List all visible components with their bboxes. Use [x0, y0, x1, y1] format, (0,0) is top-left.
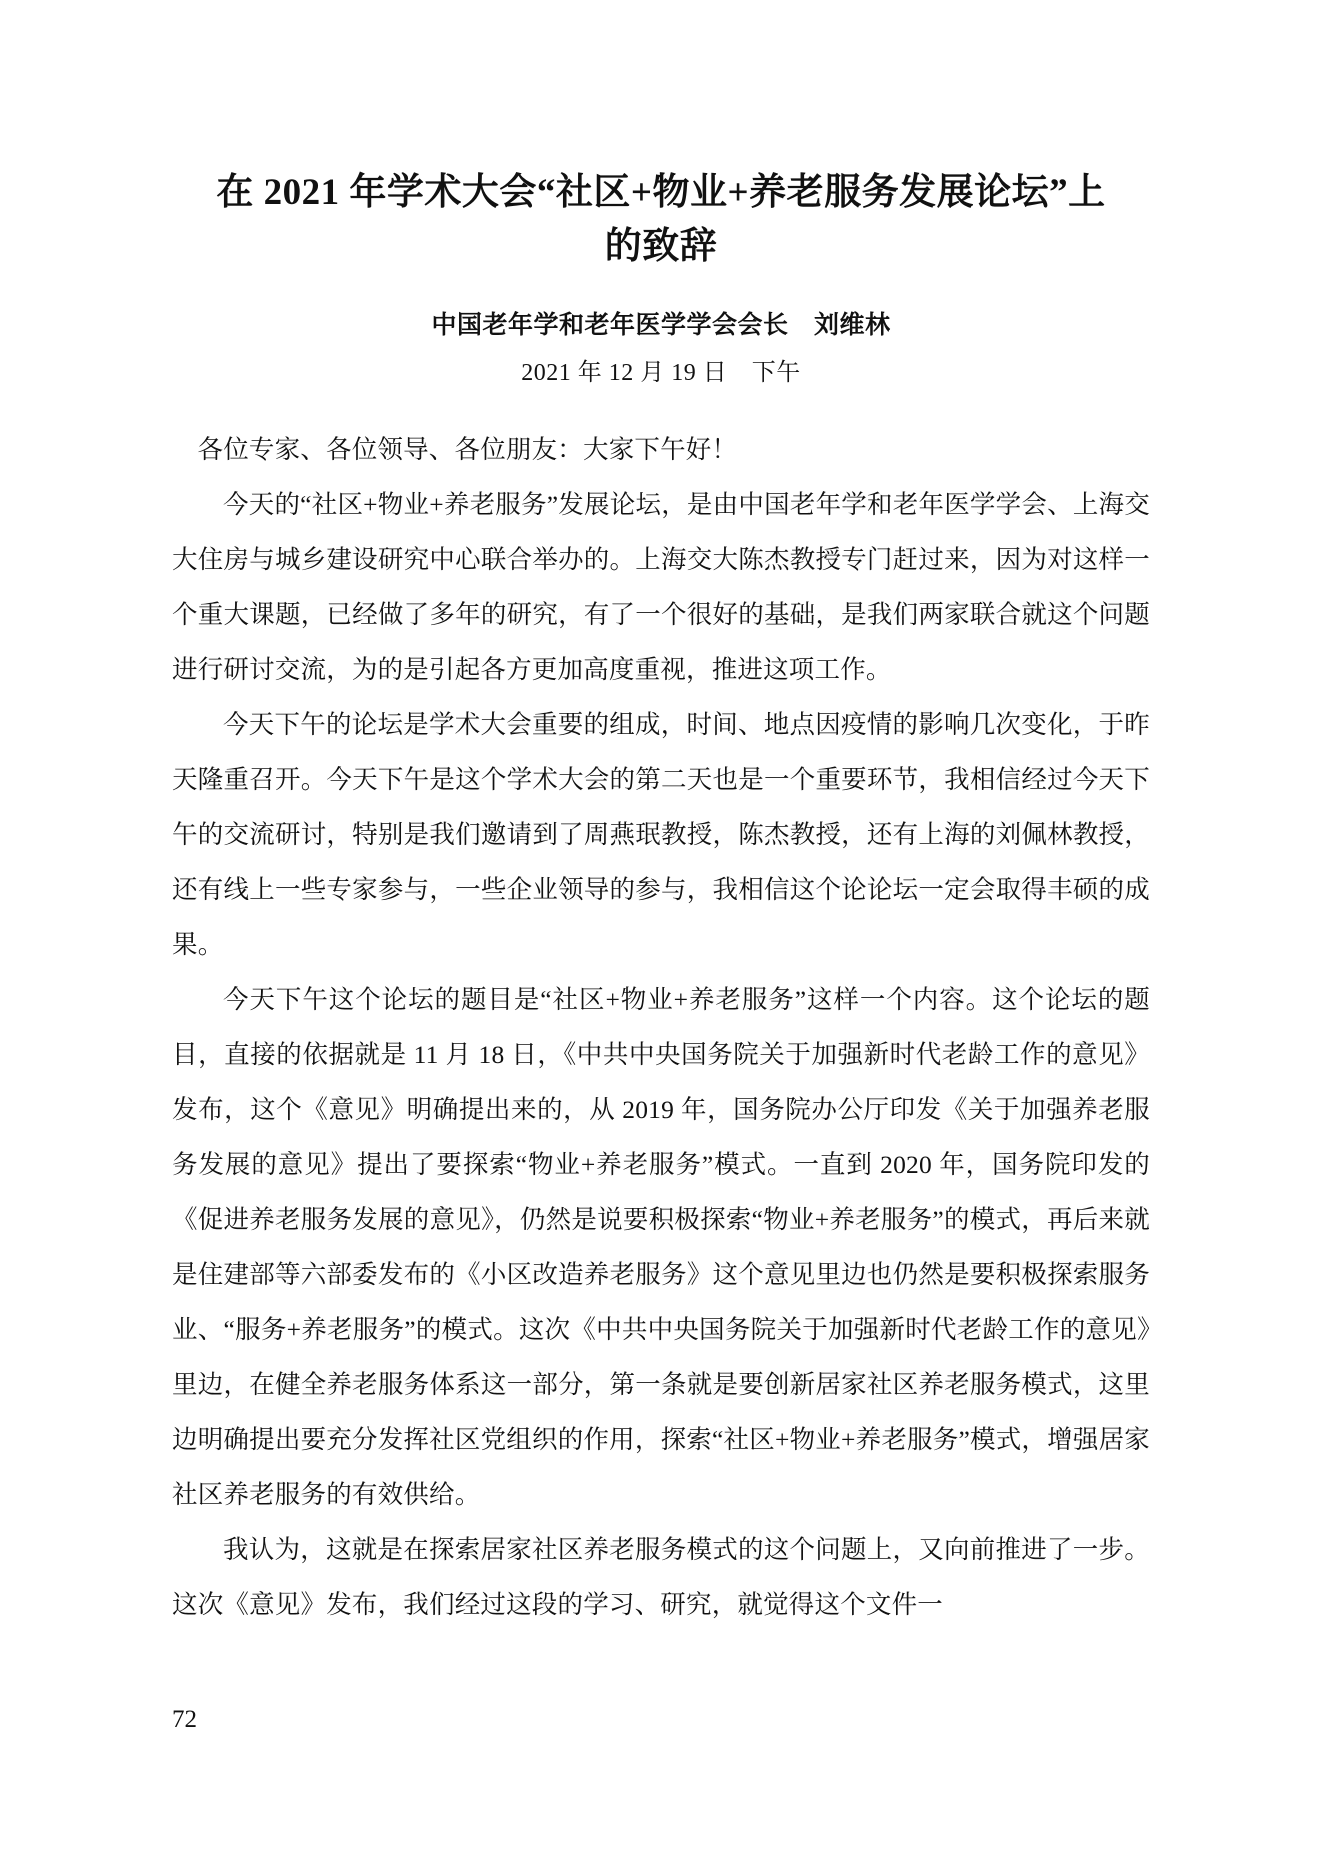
page-content — [172, 0, 1150, 1632]
paragraph-3: 今天下午这个论坛的题目是“社区+物业+养老服务”这样一个内容。这个论坛的题目，直接的依据就是 11 月 18 日，《中共中央国务院关于加强新时代老龄工作的意见》发布，这个《意见》明确提出来的，从 2019 年，国务院办公厅印发《关于加强养老服务发展的意见》提出了要探索“物业+养老服务”模式。一直到 2020 年，国务院印发的《促进养老服务发展的意见》，仍然是说要积极探索“物业+养老服务”的模式，再后来就是住建部等六部委发布的《小区改造养老服务》这个意见里边也仍然是要积极探索服务业、“服务+养老服务”的模式。这次《中共中央国务院关于加强新时代老龄工作的意见》里边，在健全养老服务体系这一部分，第一条就是要创新居家社区养老服务模式，这里边明确提出要充分发挥社区党组织的作用，探索“社区+物业+养老服务”模式，增强居家社区养老服务的有效供给。 — [172, 985, 1150, 1510]
author-byline: 中国老年学和老年医学学会会长 刘维林 — [431, 312, 891, 340]
paragraph-2: 今天下午的论坛是学术大会重要的组成，时间、地点因疫情的影响几次变化，于昨天隆重召开。今天下午是这个学术大会的第二天也是一个重要环节，我相信经过今天下午的交流研讨，特别是我们邀请到了周燕珉教授，陈杰教授，还有上海的刘佩林教授，还有线上一些专家参与，一些企业领导的参与，我相信这个论论坛一定会取得丰硕的成果。 — [172, 710, 1150, 960]
page-title-line-1: 在 2021 年学术大会“社区+物业+养老服务发展论坛”上 — [216, 172, 1106, 213]
page-number: 72 — [172, 1706, 197, 1733]
body-text — [172, 422, 1150, 1632]
paragraph-1: 今天的“社区+物业+养老服务”发展论坛，是由中国老年学和老年医学学会、上海交大住房与城乡建设研究中心联合举办的。上海交大陈杰教授专门赶过来，因为对这样一个重大课题，已经做了多年的研究，有了一个很好的基础，是我们两家联合就这个问题进行研讨交流，为的是引起各方更加高度重视，推进这项工作。 — [172, 490, 1150, 685]
paragraph-4: 我认为，这就是在探索居家社区养老服务模式的这个问题上，又向前推进了一步。这次《意见》发布，我们经过这段的学习、研究，就觉得这个文件一 — [172, 1535, 1150, 1620]
page-title — [172, 0, 1150, 273]
byline-block — [172, 307, 1150, 392]
dateline: 2021 年 12 月 19 日 下午 — [521, 360, 801, 387]
page-title-line-2: 的致辞 — [604, 225, 718, 267]
paragraph-greeting: 各位专家、各位领导、各位朋友：大家下午好！ — [197, 435, 738, 465]
